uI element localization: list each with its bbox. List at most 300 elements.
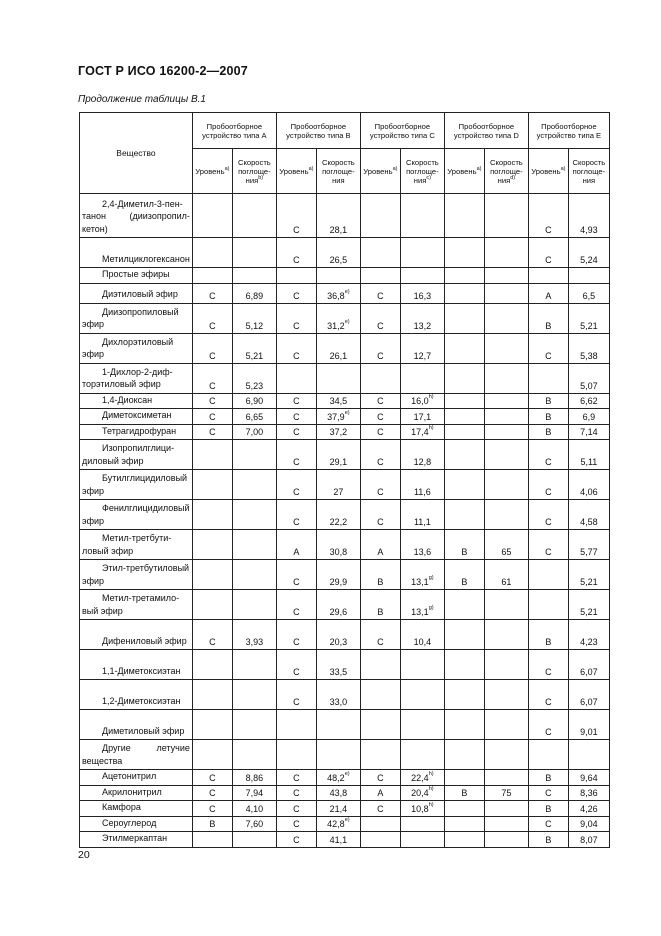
level-cell	[444, 770, 484, 786]
uptake-rate-cell: 5,21	[568, 560, 609, 590]
level-cell	[528, 590, 568, 620]
table-row	[80, 440, 610, 470]
device-header: Пробоотборное устройство типа B	[276, 113, 360, 149]
device-header: Пробоотборное устройство типа E	[528, 113, 609, 149]
uptake-rate-cell: 26,5	[316, 238, 360, 268]
sub-header: Скорость поглощения$^{d)}$	[484, 149, 528, 194]
level-cell	[276, 740, 316, 770]
uptake-rate-cell	[400, 650, 444, 680]
uptake-rate-cell: 29,9	[316, 560, 360, 590]
table-row	[80, 650, 610, 680]
table-row	[80, 194, 610, 238]
uptake-rate-cell: 8,36	[568, 785, 609, 801]
uptake-rate-cell: 17,1	[400, 409, 444, 425]
table-row	[80, 470, 610, 500]
level-cell: C	[276, 409, 316, 425]
substance-name: Этил-третбутиловый эфир	[80, 560, 193, 590]
uptake-rate-cell	[484, 238, 528, 268]
uptake-rate-cell	[484, 801, 528, 817]
level-cell	[192, 530, 232, 560]
table-caption: Продолжение таблицы В.1	[78, 94, 206, 105]
sub-header: Скорость поглощения	[316, 149, 360, 194]
uptake-rate-cell	[316, 740, 360, 770]
level-cell	[444, 832, 484, 848]
uptake-rate-cell	[232, 238, 276, 268]
level-cell	[360, 194, 400, 238]
uptake-rate-cell: 6,62	[568, 393, 609, 409]
table-row	[80, 620, 610, 650]
table-row	[80, 560, 610, 590]
uptake-rate-cell: $37,9^{е)}$	[316, 409, 360, 425]
level-cell: C	[276, 500, 316, 530]
level-cell	[192, 650, 232, 680]
table-row	[80, 832, 610, 848]
level-cell	[192, 740, 232, 770]
substance-name: Тетрагидрофуран	[80, 424, 193, 440]
uptake-rate-cell: 17,4$^{h)}$	[400, 424, 444, 440]
uptake-rate-cell: 21,4	[316, 801, 360, 817]
level-cell: C	[528, 333, 568, 363]
uptake-rate-cell	[232, 590, 276, 620]
level-cell: C	[360, 801, 400, 817]
level-cell: C	[360, 440, 400, 470]
uptake-rate-cell: 4,26	[568, 801, 609, 817]
level-cell	[444, 303, 484, 333]
uptake-rate-cell: 75	[484, 785, 528, 801]
level-cell	[528, 560, 568, 590]
level-cell	[444, 680, 484, 710]
uptake-rate-cell: $31,2^{е)}$	[316, 303, 360, 333]
sub-header: Уровень$^{а)}$	[444, 149, 484, 194]
uptake-rate-cell: 16,0$^{h)}$	[400, 393, 444, 409]
level-cell: B	[528, 409, 568, 425]
uptake-rate-cell: 4,93	[568, 194, 609, 238]
level-cell: B	[444, 560, 484, 590]
level-cell: C	[276, 785, 316, 801]
uptake-rate-cell: $48,2^{е)}$	[316, 770, 360, 786]
uptake-rate-cell	[484, 424, 528, 440]
uptake-rate-cell: 26,1	[316, 333, 360, 363]
uptake-rate-cell	[400, 740, 444, 770]
uptake-rate-cell: $36,8^{е)}$	[316, 283, 360, 303]
table-row	[80, 785, 610, 801]
sub-header: Уровень$^{а)}$	[360, 149, 400, 194]
level-cell: C	[360, 303, 400, 333]
uptake-rate-cell: 29,6	[316, 590, 360, 620]
level-cell	[360, 238, 400, 268]
table-row	[80, 590, 610, 620]
level-cell	[192, 560, 232, 590]
level-cell	[360, 680, 400, 710]
uptake-rate-cell: 11,6	[400, 470, 444, 500]
table-row	[80, 710, 610, 740]
uptake-rate-cell: 13,1$^{g)}$	[400, 560, 444, 590]
substance-name: 1,2-Диметоксиэтан	[80, 680, 193, 710]
uptake-rate-cell: 7,60	[232, 816, 276, 832]
level-cell: A	[276, 530, 316, 560]
table-row	[80, 333, 610, 363]
level-cell	[360, 816, 400, 832]
level-cell	[360, 268, 400, 284]
level-cell: B	[360, 590, 400, 620]
table-row	[80, 424, 610, 440]
uptake-rate-cell: 27	[316, 470, 360, 500]
level-cell: C	[192, 801, 232, 817]
uptake-rate-cell: 6,9	[568, 409, 609, 425]
uptake-rate-cell: 12,8	[400, 440, 444, 470]
uptake-rate-cell	[232, 710, 276, 740]
uptake-rate-cell	[400, 832, 444, 848]
uptake-rate-cell: 33,0	[316, 680, 360, 710]
level-cell: C	[528, 785, 568, 801]
level-cell: A	[360, 530, 400, 560]
uptake-rate-cell: 6,65	[232, 409, 276, 425]
table-row	[80, 500, 610, 530]
level-cell	[444, 500, 484, 530]
level-cell: C	[192, 620, 232, 650]
substance-name: 1,4-Диоксан	[80, 393, 193, 409]
level-cell: C	[276, 832, 316, 848]
table-row	[80, 283, 610, 303]
uptake-rate-cell: 10,8$^{h)}$	[400, 801, 444, 817]
substance-name: Диэтиловый эфир	[80, 283, 193, 303]
uptake-rate-cell	[484, 303, 528, 333]
uptake-rate-cell	[232, 650, 276, 680]
uptake-rate-cell	[568, 740, 609, 770]
table-row	[80, 530, 610, 560]
uptake-rate-cell: 22,2	[316, 500, 360, 530]
level-cell: B	[444, 785, 484, 801]
table-row	[80, 816, 610, 832]
uptake-rate-cell: 5,21	[232, 333, 276, 363]
level-cell	[192, 710, 232, 740]
level-cell	[444, 440, 484, 470]
uptake-rate-cell: 13,6	[400, 530, 444, 560]
uptake-rate-cell: 13,2	[400, 303, 444, 333]
uptake-rate-cell: 5,21	[568, 590, 609, 620]
level-cell: C	[276, 650, 316, 680]
level-cell	[444, 238, 484, 268]
substance-name: Простые эфиры	[80, 268, 193, 284]
uptake-rate-cell: 6,07	[568, 680, 609, 710]
uptake-rate-cell: 4,58	[568, 500, 609, 530]
level-cell: C	[192, 770, 232, 786]
level-cell: C	[360, 283, 400, 303]
level-cell: C	[528, 194, 568, 238]
level-cell: C	[276, 333, 316, 363]
page-number: 20	[78, 849, 90, 861]
uptake-rate-cell	[484, 440, 528, 470]
level-cell: C	[192, 363, 232, 393]
table-row	[80, 303, 610, 333]
uptake-rate-cell	[400, 363, 444, 393]
level-cell	[192, 500, 232, 530]
sub-header: Скорость поглощения	[568, 149, 609, 194]
level-cell	[444, 620, 484, 650]
uptake-rate-cell	[484, 409, 528, 425]
uptake-rate-cell: 43,8	[316, 785, 360, 801]
substance-name: Метилциклогексанон	[80, 238, 193, 268]
uptake-rate-cell: 5,77	[568, 530, 609, 560]
uptake-rate-cell	[484, 740, 528, 770]
document-header: ГОСТ Р ИСО 16200-2—2007	[78, 64, 248, 78]
uptake-rate-cell: $42,8^{е)}$	[316, 816, 360, 832]
level-cell: C	[360, 470, 400, 500]
substance-name: Метил-третбутиловый эфир	[80, 530, 193, 560]
level-cell: C	[276, 194, 316, 238]
level-cell	[444, 283, 484, 303]
uptake-rate-cell	[232, 268, 276, 284]
level-cell	[192, 238, 232, 268]
level-cell	[276, 363, 316, 393]
level-cell: C	[528, 470, 568, 500]
uptake-rate-cell	[400, 816, 444, 832]
substance-name: 2,4-Диметил-3-пентанон (диизопропилкетон)	[80, 194, 193, 238]
level-cell	[528, 268, 568, 284]
uptake-rate-cell: 5,24	[568, 238, 609, 268]
table-row	[80, 268, 610, 284]
level-cell: C	[528, 650, 568, 680]
level-cell	[444, 710, 484, 740]
uptake-rate-cell: 6,89	[232, 283, 276, 303]
level-cell	[444, 816, 484, 832]
level-cell: C	[192, 393, 232, 409]
uptake-rate-cell: 13,1$^{g)}$	[400, 590, 444, 620]
level-cell	[192, 470, 232, 500]
level-cell: B	[192, 816, 232, 832]
uptake-rate-cell	[484, 363, 528, 393]
uptake-rate-cell	[400, 680, 444, 710]
level-cell	[276, 710, 316, 740]
level-cell: C	[528, 710, 568, 740]
level-cell: B	[528, 303, 568, 333]
level-cell: C	[192, 409, 232, 425]
substance-name: Ацетонитрил	[80, 770, 193, 786]
uptake-rate-cell: 7,14	[568, 424, 609, 440]
uptake-rate-cell: 4,10	[232, 801, 276, 817]
substance-name: Диметиловый эфир	[80, 710, 193, 740]
device-header: Пробоотборное устройство типа A	[192, 113, 276, 149]
uptake-rate-cell: 4,23	[568, 620, 609, 650]
level-cell	[360, 740, 400, 770]
uptake-rate-cell: 5,38	[568, 333, 609, 363]
level-cell: B	[528, 770, 568, 786]
uptake-rate-cell: 16,3	[400, 283, 444, 303]
uptake-rate-cell	[484, 194, 528, 238]
level-cell	[192, 268, 232, 284]
uptake-rate-cell	[568, 268, 609, 284]
table-row	[80, 680, 610, 710]
level-cell: C	[528, 680, 568, 710]
uptake-rate-cell	[232, 832, 276, 848]
substance-name: Этилмеркаптан	[80, 832, 193, 848]
uptake-rate-cell: 5,07	[568, 363, 609, 393]
uptake-rate-cell	[484, 590, 528, 620]
uptake-rate-cell: 37,2	[316, 424, 360, 440]
uptake-rate-cell: 5,23	[232, 363, 276, 393]
substance-name: Бутилглицидиловый эфир	[80, 470, 193, 500]
device-header: Пробоотборное устройство типа C	[360, 113, 444, 149]
uptake-rate-cell	[232, 530, 276, 560]
level-cell	[444, 590, 484, 620]
uptake-rate-cell	[232, 560, 276, 590]
table-row	[80, 740, 610, 770]
level-cell: C	[276, 424, 316, 440]
uptake-rate-cell: 22,4$^{h)}$	[400, 770, 444, 786]
uptake-rate-cell: 4,06	[568, 470, 609, 500]
uptake-rate-cell	[232, 680, 276, 710]
table-row	[80, 393, 610, 409]
substance-name: Изопропилглицидиловый эфир	[80, 440, 193, 470]
level-cell	[444, 650, 484, 680]
level-cell	[444, 333, 484, 363]
level-cell: C	[192, 283, 232, 303]
uptake-rate-cell	[232, 470, 276, 500]
uptake-rate-cell: 6,90	[232, 393, 276, 409]
level-cell: C	[528, 500, 568, 530]
uptake-rate-cell	[484, 333, 528, 363]
sub-header: Скорость поглощения$^{с)}$	[400, 149, 444, 194]
level-cell	[528, 740, 568, 770]
level-cell	[360, 650, 400, 680]
uptake-rate-cell: 9,01	[568, 710, 609, 740]
uptake-rate-cell	[484, 620, 528, 650]
uptake-rate-cell: 6,5	[568, 283, 609, 303]
substance-name: Диметоксиметан	[80, 409, 193, 425]
uptake-rate-cell: 34,5	[316, 393, 360, 409]
uptake-rate-cell	[484, 770, 528, 786]
level-cell: C	[276, 620, 316, 650]
level-cell: C	[192, 785, 232, 801]
level-cell: C	[276, 283, 316, 303]
level-cell: C	[528, 530, 568, 560]
level-cell: C	[276, 770, 316, 786]
level-cell	[192, 590, 232, 620]
substance-name: Дихлорэтиловый эфир	[80, 333, 193, 363]
uptake-rate-cell: 7,00	[232, 424, 276, 440]
sub-header: Уровень$^{а)}$	[192, 149, 232, 194]
level-cell	[444, 424, 484, 440]
level-cell: C	[192, 333, 232, 363]
level-cell: A	[528, 283, 568, 303]
level-cell: C	[360, 620, 400, 650]
level-cell: B	[528, 393, 568, 409]
uptake-rate-cell: 6,07	[568, 650, 609, 680]
uptake-rate-cell: 11,1	[400, 500, 444, 530]
level-cell	[444, 801, 484, 817]
level-cell	[444, 194, 484, 238]
substance-name: Диизопропиловый эфир	[80, 303, 193, 333]
level-cell: B	[528, 424, 568, 440]
level-cell: B	[360, 560, 400, 590]
data-table	[79, 112, 610, 848]
uptake-rate-cell	[232, 740, 276, 770]
table-row	[80, 801, 610, 817]
uptake-rate-cell: 3,93	[232, 620, 276, 650]
level-cell	[444, 409, 484, 425]
level-cell: C	[276, 590, 316, 620]
level-cell	[360, 832, 400, 848]
uptake-rate-cell: 29,1	[316, 440, 360, 470]
level-cell: C	[276, 560, 316, 590]
level-cell: C	[276, 303, 316, 333]
level-cell: B	[444, 530, 484, 560]
level-cell	[192, 680, 232, 710]
substance-name: 1-Дихлор-2-дифторэтиловый эфир	[80, 363, 193, 393]
uptake-rate-cell	[484, 680, 528, 710]
table-row	[80, 770, 610, 786]
level-cell: C	[360, 409, 400, 425]
level-cell	[444, 740, 484, 770]
level-cell	[192, 832, 232, 848]
level-cell: C	[528, 238, 568, 268]
substance-name: Другие летучие вещества	[80, 740, 193, 770]
uptake-rate-cell	[232, 194, 276, 238]
level-cell	[360, 363, 400, 393]
level-cell: C	[528, 440, 568, 470]
uptake-rate-cell	[484, 393, 528, 409]
substance-name: 1,1-Диметоксиэтан	[80, 650, 193, 680]
level-cell: C	[360, 500, 400, 530]
level-cell: C	[276, 470, 316, 500]
level-cell	[528, 363, 568, 393]
level-cell: C	[276, 238, 316, 268]
level-cell	[276, 268, 316, 284]
uptake-rate-cell	[400, 710, 444, 740]
substance-name: Сероуглерод	[80, 816, 193, 832]
level-cell: C	[192, 424, 232, 440]
level-cell: C	[360, 424, 400, 440]
uptake-rate-cell	[484, 650, 528, 680]
level-cell	[360, 710, 400, 740]
uptake-rate-cell	[484, 470, 528, 500]
level-cell: C	[276, 816, 316, 832]
substance-name: Дифениловый эфир	[80, 620, 193, 650]
sub-header: Уровень$^{а)}$	[528, 149, 568, 194]
uptake-rate-cell	[400, 194, 444, 238]
device-header: Пробоотборное устройство типа D	[444, 113, 528, 149]
substance-name: Фенилглицидиловый эфир	[80, 500, 193, 530]
level-cell	[444, 363, 484, 393]
uptake-rate-cell: 9,04	[568, 816, 609, 832]
level-cell: C	[276, 440, 316, 470]
sub-header: Уровень$^{а)}$	[276, 149, 316, 194]
uptake-rate-cell	[484, 283, 528, 303]
uptake-rate-cell	[484, 710, 528, 740]
table-row	[80, 409, 610, 425]
uptake-rate-cell: 41,1	[316, 832, 360, 848]
level-cell	[444, 393, 484, 409]
uptake-rate-cell: 20,3	[316, 620, 360, 650]
level-cell: C	[276, 393, 316, 409]
uptake-rate-cell: 5,12	[232, 303, 276, 333]
uptake-rate-cell	[400, 238, 444, 268]
level-cell	[192, 194, 232, 238]
level-cell: C	[528, 816, 568, 832]
level-cell: C	[276, 801, 316, 817]
substance-header: Вещество	[80, 113, 193, 194]
uptake-rate-cell	[400, 268, 444, 284]
uptake-rate-cell	[316, 268, 360, 284]
uptake-rate-cell	[484, 816, 528, 832]
uptake-rate-cell	[484, 500, 528, 530]
substance-name: Камфора	[80, 801, 193, 817]
uptake-rate-cell	[316, 710, 360, 740]
uptake-rate-cell: 10,4	[400, 620, 444, 650]
uptake-rate-cell: 8,07	[568, 832, 609, 848]
level-cell: C	[360, 393, 400, 409]
level-cell	[444, 470, 484, 500]
